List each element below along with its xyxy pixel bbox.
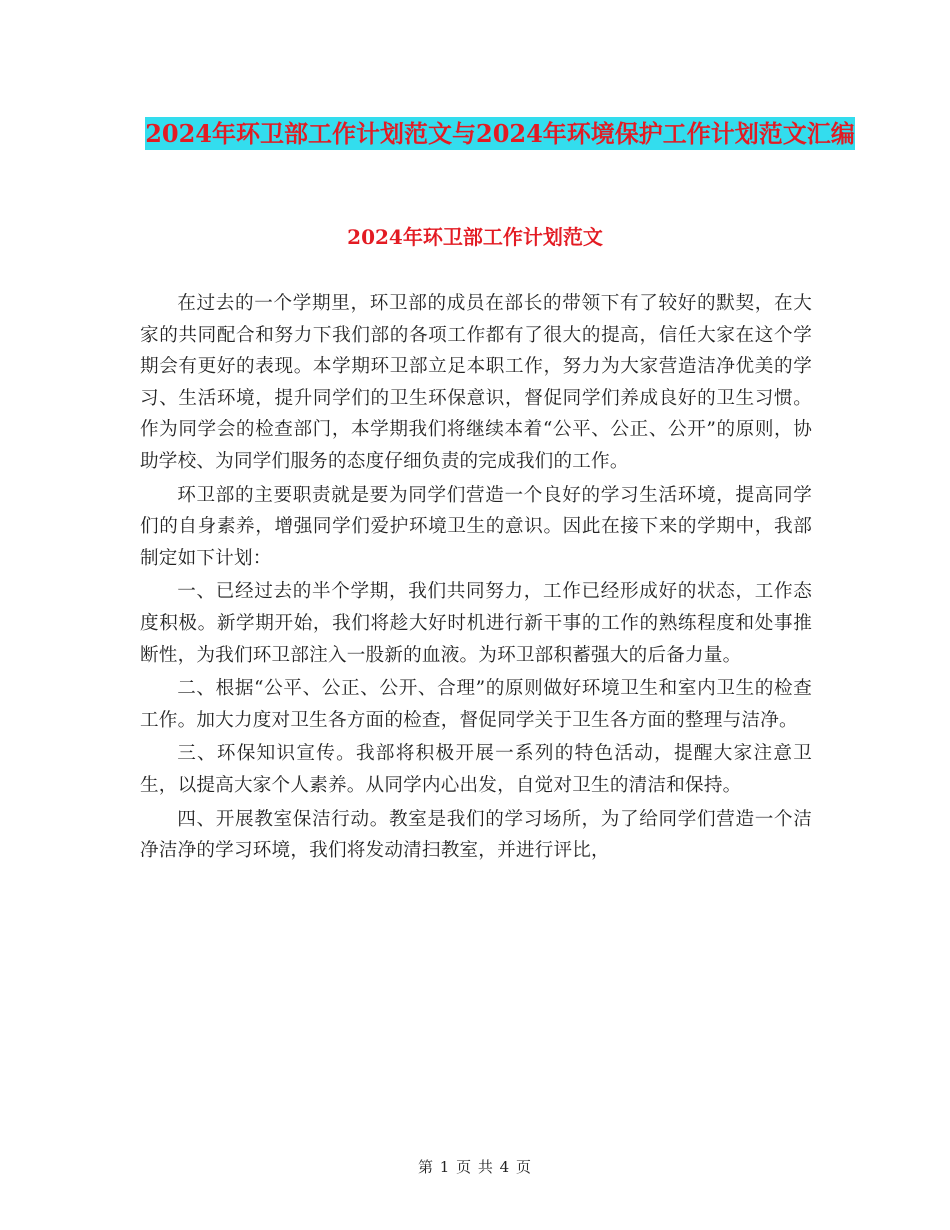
section-title: 2024年环卫部工作计划范文	[347, 225, 603, 249]
paragraph-3: 一、已经过去的半个学期，我们共同努力，工作已经形成好的状态，工作态度积极。新学期开始，我们将趁大好时机进行新干事的工作的熟练程度和处事推断性，为我们环卫部注入一股新的血液。为环卫部积蓄强大的后备力量。	[140, 581, 812, 666]
document-title-text: 2024年环卫部工作计划范文与2024年环境保护工作计划范文汇编	[145, 119, 855, 148]
paragraph-4: 二、根据“公平、公正、公开、合理”的原则做好环境卫生和室内卫生的检查工作。加大力度对卫生各方面的检查，督促同学关于卫生各方面的整理与洁净。	[140, 678, 812, 731]
page-footer: 第 1 页 共 4 页	[418, 1158, 532, 1176]
document-body	[140, 288, 812, 869]
paragraph-6: 四、开展教室保洁行动。教室是我们的学习场所，为了给同学们营造一个洁净洁净的学习环境，我们将发动清扫教室，并进行评比，	[140, 808, 812, 862]
paragraph-5: 三、环保知识宣传。我部将积极开展一系列的特色活动，提醒大家注意卫生，以提高大家个人素养。从同学内心出发，自觉对卫生的清洁和保持。	[140, 743, 812, 796]
document-title	[130, 112, 870, 156]
paragraph-1: 在过去的一个学期里，环卫部的成员在部长的带领下有了较好的默契，在大家的共同配合和努力下我们部的各项工作都有了很大的提高，信任大家在这个学期会有更好的表现。本学期环卫部立足本职工作，努力为大家营造洁净优美的学习、生活环境，提升同学们的卫生环保意识，督促同学们养成良好的卫生习惯。作为同学会的检查部门，本学期我们将继续本着“公平、公正、公开”的原则，协助学校、为同学们服务的态度仔细负责的完成我们的工作。	[140, 293, 812, 472]
paragraph-2: 环卫部的主要职责就是要为同学们营造一个良好的学习生活环境，提高同学们的自身素养，增强同学们爱护环境卫生的意识。因此在接下来的学期中，我部制定如下计划：	[140, 484, 812, 569]
